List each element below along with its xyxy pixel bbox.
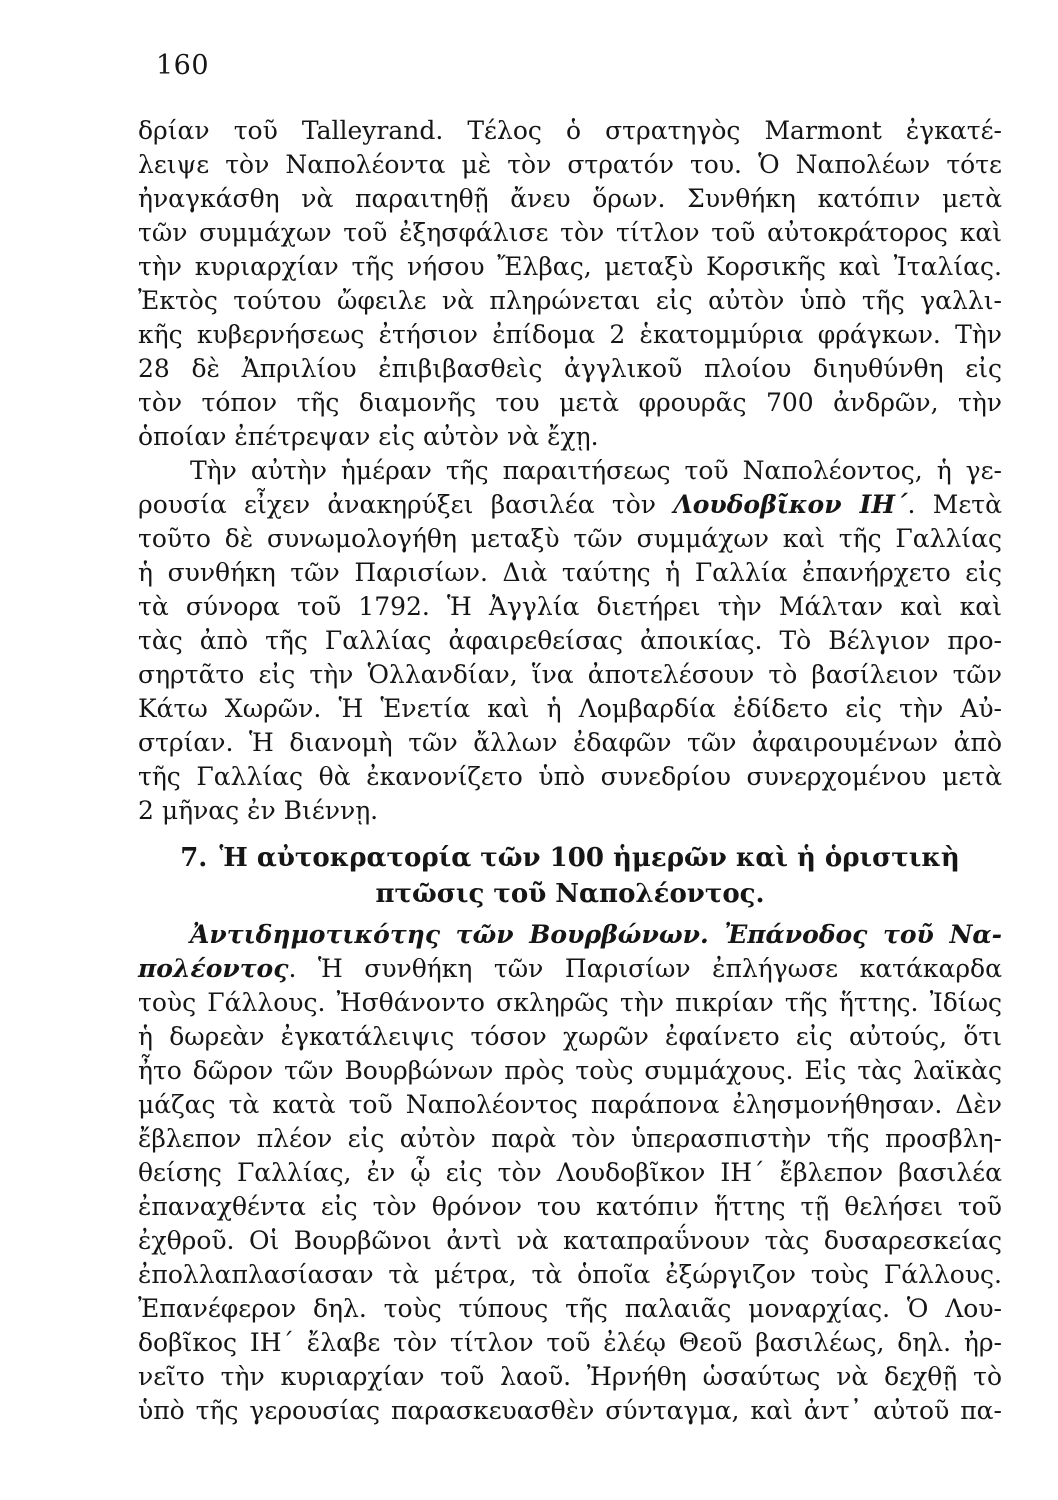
paragraph-2	[138, 454, 1002, 828]
text-line: ἐπαναχθέντα εἰς τὸν θρόνον του κατόπιν ἥττης τῇ θελήσει τοῦ	[138, 1192, 1002, 1221]
book-page	[138, 50, 1002, 1428]
text-line: τὸν τόπον τῆς διαμονῆς του μετὰ φρουρᾶς 700 ἀνδρῶν, τὴν	[138, 388, 1002, 417]
text-line: τὴν κυριαρχίαν τῆς νήσου Ἔλβας, μεταξὺ Κορσικῆς καὶ Ἰταλίας.	[138, 252, 1002, 281]
text-line: ἔβλεπον πλέον εἰς αὐτὸν παρὰ τὸν ὑπερασπιστὴν τῆς προσβλη-	[138, 1124, 1002, 1153]
text-line: τοὺς Γάλλους. Ἠσθάνοντο σκληρῶς τὴν πικρίαν τῆς ἥττης. Ἰδίως	[138, 988, 1002, 1017]
emphasized-name: Λουδοβῖκον ΙΗ΄	[673, 490, 908, 519]
text-line: κῆς κυβερνήσεως ἐτήσιον ἐπίδομα 2 ἑκατομμύρια φράγκων. Τὴν	[138, 320, 1002, 349]
text-line: 28 δὲ Ἀπριλίου ἐπιβιβασθεὶς ἀγγλικοῦ πλοίου διηυθύνθη εἰς	[138, 354, 1002, 383]
text-line: Ἐπανέφερον δηλ. τοὺς τύπους τῆς παλαιᾶς μοναρχίας. Ὁ Λου-	[138, 1294, 1002, 1323]
text-line: λειψε τὸν Ναπολέοντα μὲ τὸν στρατόν του. Ὁ Ναπολέων τότε	[138, 150, 1002, 179]
text-line: Τὴν αὐτὴν ἡμέραν τῆς παραιτήσεως τοῦ Ναπολέοντος, ἡ γε-	[190, 456, 1002, 485]
text-line: 2 μῆνας ἐν Βιέννῃ.	[138, 796, 379, 825]
emphasized-subheading-end: πολέοντος	[138, 954, 289, 983]
text-line-with-emphasis	[138, 952, 1002, 986]
text-line: μάζας τὰ κατὰ τοῦ Ναπολέοντος παράπονα ἐλησμονήθησαν. Δὲν	[138, 1090, 1002, 1119]
text-line: Κάτω Χωρῶν. Ἡ Ἑνετία καὶ ἡ Λομβαρδία ἐδίδετο εἰς τὴν Αὐ-	[138, 694, 1002, 723]
text-line: τὰ σύνορα τοῦ 1792. Ἡ Ἀγγλία διετήρει τὴν Μάλταν καὶ καὶ	[138, 592, 1002, 621]
text-line: τῆς Γαλλίας θὰ ἐκανονίζετο ὑπὸ συνεδρίου συνερχομένου μετὰ	[138, 762, 1002, 791]
text-line: ἐπολλαπλασίασαν τὰ μέτρα, τὰ ὁποῖα ἐξώργιζον τοὺς Γάλλους.	[138, 1260, 1002, 1289]
text-line: θείσης Γαλλίας, ἐν ᾧ εἰς τὸν Λουδοβῖκον ΙΗ΄ ἔβλεπον βασιλέα	[138, 1158, 1002, 1187]
text-segment: . Μετὰ	[907, 490, 1002, 519]
text-line: τῶν συμμάχων τοῦ ἐξησφάλισε τὸν τίτλον τοῦ αὐτοκράτορος καὶ	[138, 218, 1002, 247]
text-line: ἦτο δῶρον τῶν Βουρβώνων πρὸς τοὺς συμμάχους. Εἰς τὰς λαϊκὰς	[138, 1056, 1002, 1085]
text-line: ὑπὸ τῆς γερουσίας παρασκευασθὲν σύνταγμα, καὶ ἀντ᾽ αὐτοῦ πα-	[138, 1396, 1002, 1425]
section-title-part-1: Ἡ αὐτοκρατορία τῶν 100 ἡμερῶν καὶ ἡ ὁριστικὴ	[219, 843, 960, 873]
text-line: δρίαν τοῦ Talleyrand. Τέλος ὁ στρατηγὸς Marmont ἐγκατέ-	[138, 116, 1002, 145]
text-segment: ρουσία εἶχεν ἀνακηρύξει βασιλέα τὸν	[138, 490, 656, 519]
text-line: σηρτᾶτο εἰς τὴν Ὁλλανδίαν, ἵνα ἀποτελέσουν τὸ βασίλειον τῶν	[138, 660, 1002, 689]
text-line: ὁποίαν ἐπέτρεψαν εἰς αὐτὸν νὰ ἔχῃ.	[138, 422, 599, 451]
section-heading	[138, 840, 1002, 912]
text-line: ἐχθροῦ. Οἱ Βουρβῶνοι ἀντὶ νὰ καταπραΰνουν τὰς δυσαρεσκείας	[138, 1226, 1002, 1255]
text-line: ἡ συνθήκη τῶν Παρισίων. Διὰ ταύτης ἡ Γαλλία ἐπανήρχετο εἰς	[138, 558, 1002, 587]
text-line: στρίαν. Ἡ διανομὴ τῶν ἄλλων ἐδαφῶν τῶν ἀφαιρουμένων ἀπὸ	[138, 728, 1002, 757]
section-heading-line-1	[138, 840, 1002, 876]
section-title-part-2: πτῶσις τοῦ Ναπολέοντος.	[375, 879, 765, 909]
text-line-with-emphasis	[138, 488, 1002, 522]
text-line: Ἐκτὸς τούτου ὤφειλε νὰ πληρώνεται εἰς αὐτὸν ὑπὸ τῆς γαλλι-	[138, 286, 1002, 315]
text-line: ἡ δωρεὰν ἐγκατάλειψις τόσον χωρῶν ἐφαίνετο εἰς αὐτούς, ὅτι	[138, 1022, 1002, 1051]
text-line: τοῦτο δὲ συνωμολογήθη μεταξὺ τῶν συμμάχων καὶ τῆς Γαλλίας	[138, 524, 1002, 553]
paragraph-1	[138, 114, 1002, 454]
text-line: δοβῖκος ΙΗ΄ ἔλαβε τὸν τίτλον τοῦ ἐλέῳ Θεοῦ βασιλέως, δηλ. ἠρ-	[138, 1328, 1002, 1357]
text-line: νεῖτο τὴν κυριαρχίαν τοῦ λαοῦ. Ἠρνήθη ὡσαύτως νὰ δεχθῇ τὸ	[138, 1362, 1002, 1391]
paragraph-3	[138, 918, 1002, 1428]
page-number: 160	[156, 50, 210, 81]
text-line: ἠναγκάσθη νὰ παραιτηθῇ ἄνευ ὅρων. Συνθήκη κατόπιν μετὰ	[138, 184, 1002, 213]
emphasized-subheading: Ἀντιδημοτικότης τῶν Βουρβώνων. Ἐπάνοδος τοῦ Να-	[190, 920, 1002, 949]
section-number: 7.	[180, 843, 208, 873]
text-segment: . Ἡ συνθήκη τῶν Παρισίων ἐπλήγωσε κατάκαρδα	[288, 954, 1002, 983]
text-line: τὰς ἀπὸ τῆς Γαλλίας ἀφαιρεθείσας ἀποικίας. Τὸ Βέλγιον προ-	[138, 626, 1002, 655]
